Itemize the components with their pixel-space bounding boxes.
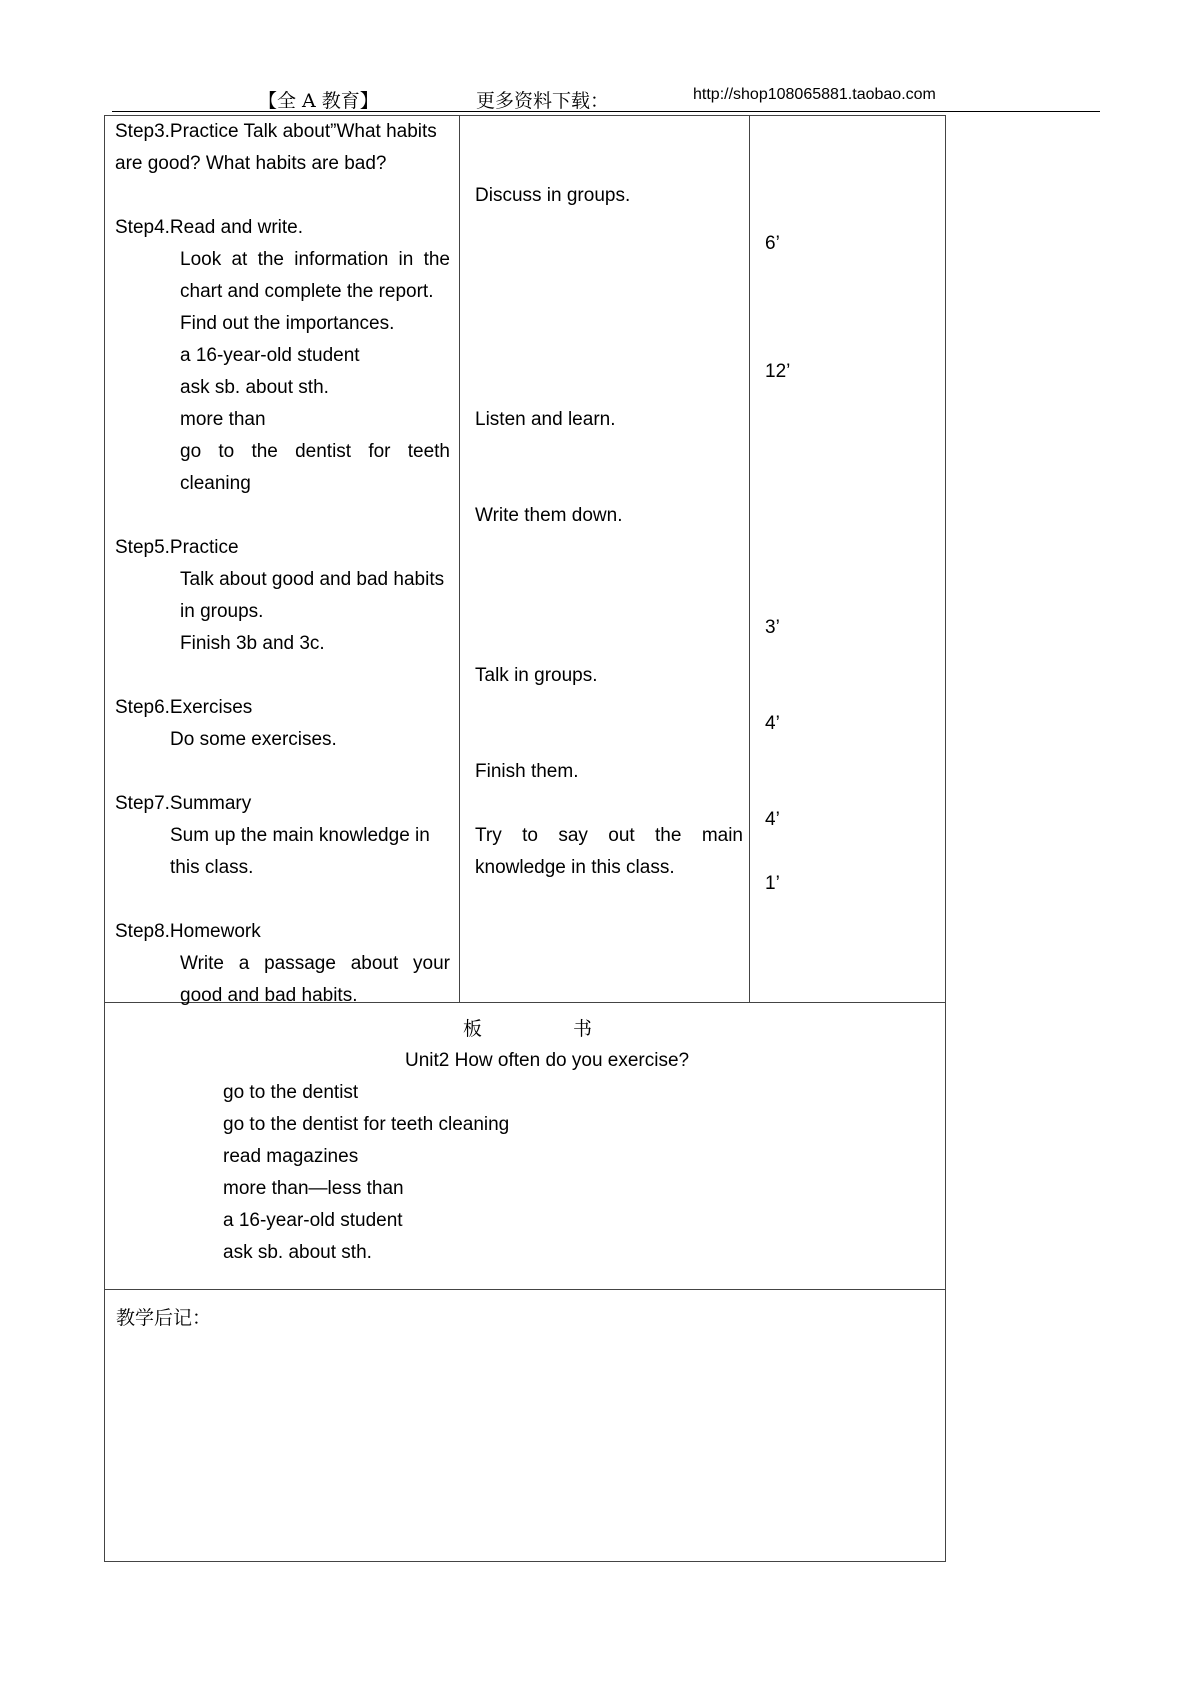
activity-talk: Talk in groups. [475,665,598,686]
activity-summary-line1: Try to say out the main [475,825,743,846]
board-label-shu: 书 [573,1018,593,1040]
step7-heading: Step7.Summary [115,793,252,814]
page-header [0,86,1200,112]
time-1: 1’ [765,873,780,894]
step4-line7: go to the dentist for teeth [180,441,450,462]
row-divider-notes [104,1289,946,1290]
step8-heading: Step8.Homework [115,921,261,942]
step3-line1: Step3.Practice Talk about”What habits [115,121,437,142]
activity-finish: Finish them. [475,761,579,782]
board-label-ban: 板 [463,1018,483,1040]
step8-line1: Write a passage about your [180,953,450,974]
board-item: a 16-year-old student [223,1210,403,1231]
step6-line1: Do some exercises. [170,729,337,750]
step4-line3: Find out the importances. [180,313,395,334]
step5-line2: in groups. [180,601,264,622]
step7-line1: Sum up the main knowledge in [170,825,430,846]
header-brand: 【全 A 教育】 [258,90,379,112]
time-4a: 4’ [765,713,780,734]
step6-heading: Step6.Exercises [115,697,253,718]
time-12: 12’ [765,361,791,382]
activity-listen: Listen and learn. [475,409,616,430]
step4-line5: ask sb. about sth. [180,377,329,398]
step3-line2: are good? What habits are bad? [115,153,387,174]
step4-line8: cleaning [180,473,251,494]
step4-line2: chart and complete the report. [180,281,434,302]
step8-line2: good and bad habits. [180,985,358,1006]
step5-heading: Step5.Practice [115,537,239,558]
step7-line2: this class. [170,857,254,878]
header-download-label: 更多资料下载： [476,90,610,112]
board-item: go to the dentist [223,1082,359,1103]
teaching-notes-label: 教学后记： [116,1307,212,1329]
time-3: 3’ [765,617,780,638]
col-divider-1 [459,115,460,1002]
step4-heading: Step4.Read and write. [115,217,304,238]
time-4b: 4’ [765,809,780,830]
table-bottom-border [104,1561,946,1562]
header-divider [112,111,1100,112]
table-right-border [945,115,946,1562]
time-6: 6’ [765,233,780,254]
board-item: read magazines [223,1146,359,1167]
board-item: more than—less than [223,1178,404,1199]
step4-line4: a 16-year-old student [180,345,360,366]
activity-summary-line2: knowledge in this class. [475,857,675,878]
activity-discuss: Discuss in groups. [475,185,631,206]
board-item: ask sb. about sth. [223,1242,372,1263]
header-url[interactable]: http://shop108065881.taobao.com [693,86,936,103]
step4-line6: more than [180,409,266,430]
step5-line3: Finish 3b and 3c. [180,633,325,654]
col-divider-2 [749,115,750,1002]
step4-line1: Look at the information in the [180,249,450,270]
table-left-border [104,115,105,1562]
step5-line1: Talk about good and bad habits [180,569,445,590]
activity-write: Write them down. [475,505,623,526]
board-item: go to the dentist for teeth cleaning [223,1114,510,1135]
board-title: Unit2 How often do you exercise? [405,1050,690,1071]
